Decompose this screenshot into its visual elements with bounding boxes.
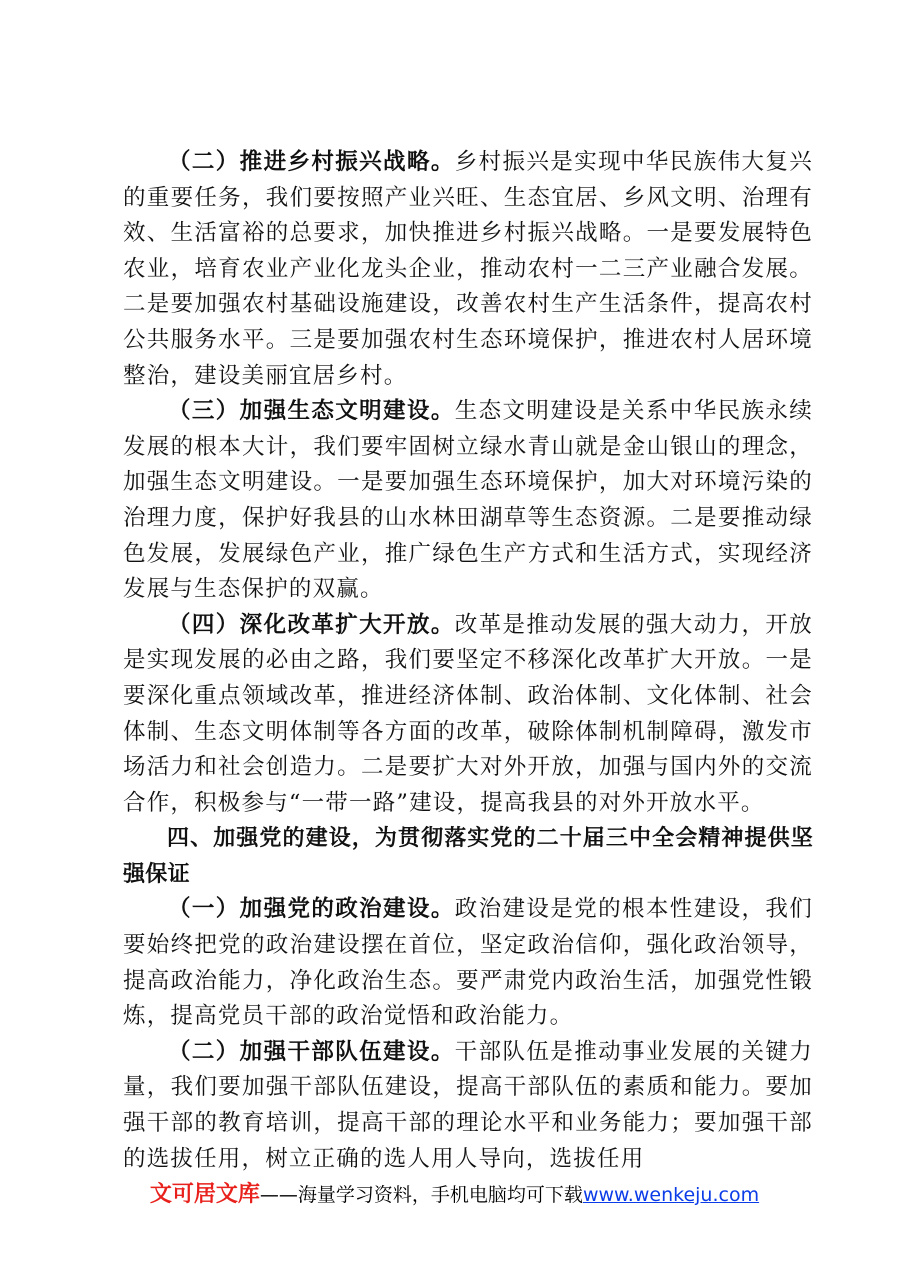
paragraph-lead: （二）加强干部队伍建设。 (168, 1038, 455, 1065)
paragraph-reform-opening (123, 608, 813, 822)
paragraph-text: 生态文明建设是关系中华民族永续发展的根本大计，我们要牢固树立绿水青山就是金山银山的理念，加强生态文明建设。一是要加强生态环境保护，加大对环境污染的治理力度，保护好我县的山水林田湖草等生态资源。二是要推动绿色发展，发展绿色产业，推广绿色生产方式和生活方式，实现经济发展与生态保护的双赢。 (123, 398, 813, 603)
footer-url-link[interactable]: www.wenkeju.com (582, 1184, 760, 1206)
section-heading: 四、加强党的建设，为贯彻落实党的二十届三中全会精神提供坚强保证 (123, 826, 813, 887)
footer-tagline: ——海量学习资料，手机电脑均可下载 (259, 1184, 583, 1206)
paragraph-text: 乡村振兴是实现中华民族伟大复兴的重要任务，我们要按照产业兴旺、生态宜居、乡风文明、治理有效、生活富裕的总要求，加快推进乡村振兴战略。一是要发展特色农业，培育农业产业化龙头企业，推动农村一二三产业融合发展。二是要加强农村基础设施建设，改善农村生产生活条件，提高农村公共服务水平。三是要加强农村生态环境保护，推进农村人居环境整治，建设美丽宜居乡村。 (123, 149, 813, 389)
paragraph-rural-revitalization (123, 145, 813, 394)
paragraph-party-political-building (123, 892, 813, 1034)
paragraph-text: 改革是推动发展的强大动力，开放是实现发展的必由之路，我们要坚定不移深化改革扩大开放。一是要深化重点领域改革，推进经济体制、政治体制、文化体制、社会体制、生态文明体制等各方面的改革，破除体制机制障碍，激发市场活力和社会创造力。二是要扩大对外开放，加强与国内外的交流合作，积极参与“一带一路”建设，提高我县的对外开放水平。 (123, 611, 813, 816)
paragraph-lead: （一）加强党的政治建设。 (168, 896, 455, 923)
paragraph-lead: （二）推进乡村振兴战略。 (168, 149, 455, 175)
paragraph-text: 政治建设是党的根本性建设，我们要始终把党的政治建设摆在首位，坚定政治信仰，强化政治领导，提高政治能力，净化政治生态。要严肃党内政治生活，加强党性锻炼，提高党员干部的政治觉悟和政治能力。 (123, 896, 813, 1030)
footer-banner (0, 1180, 909, 1210)
paragraph-cadre-team-building (123, 1035, 813, 1177)
document-body (123, 145, 813, 1177)
footer-brand: 文可居文库 (149, 1182, 260, 1207)
paragraph-ecological-civilization (123, 394, 813, 608)
paragraph-text: 干部队伍是推动事业发展的关键力量，我们要加强干部队伍建设，提高干部队伍的素质和能力。要加强干部的教育培训，提高干部的理论水平和业务能力；要加强干部的选拔任用，树立正确的选人用人导向，选拔任用 (123, 1038, 813, 1172)
paragraph-lead: （四）深化改革扩大开放。 (168, 611, 455, 638)
paragraph-lead: （三）加强生态文明建设。 (168, 398, 455, 425)
